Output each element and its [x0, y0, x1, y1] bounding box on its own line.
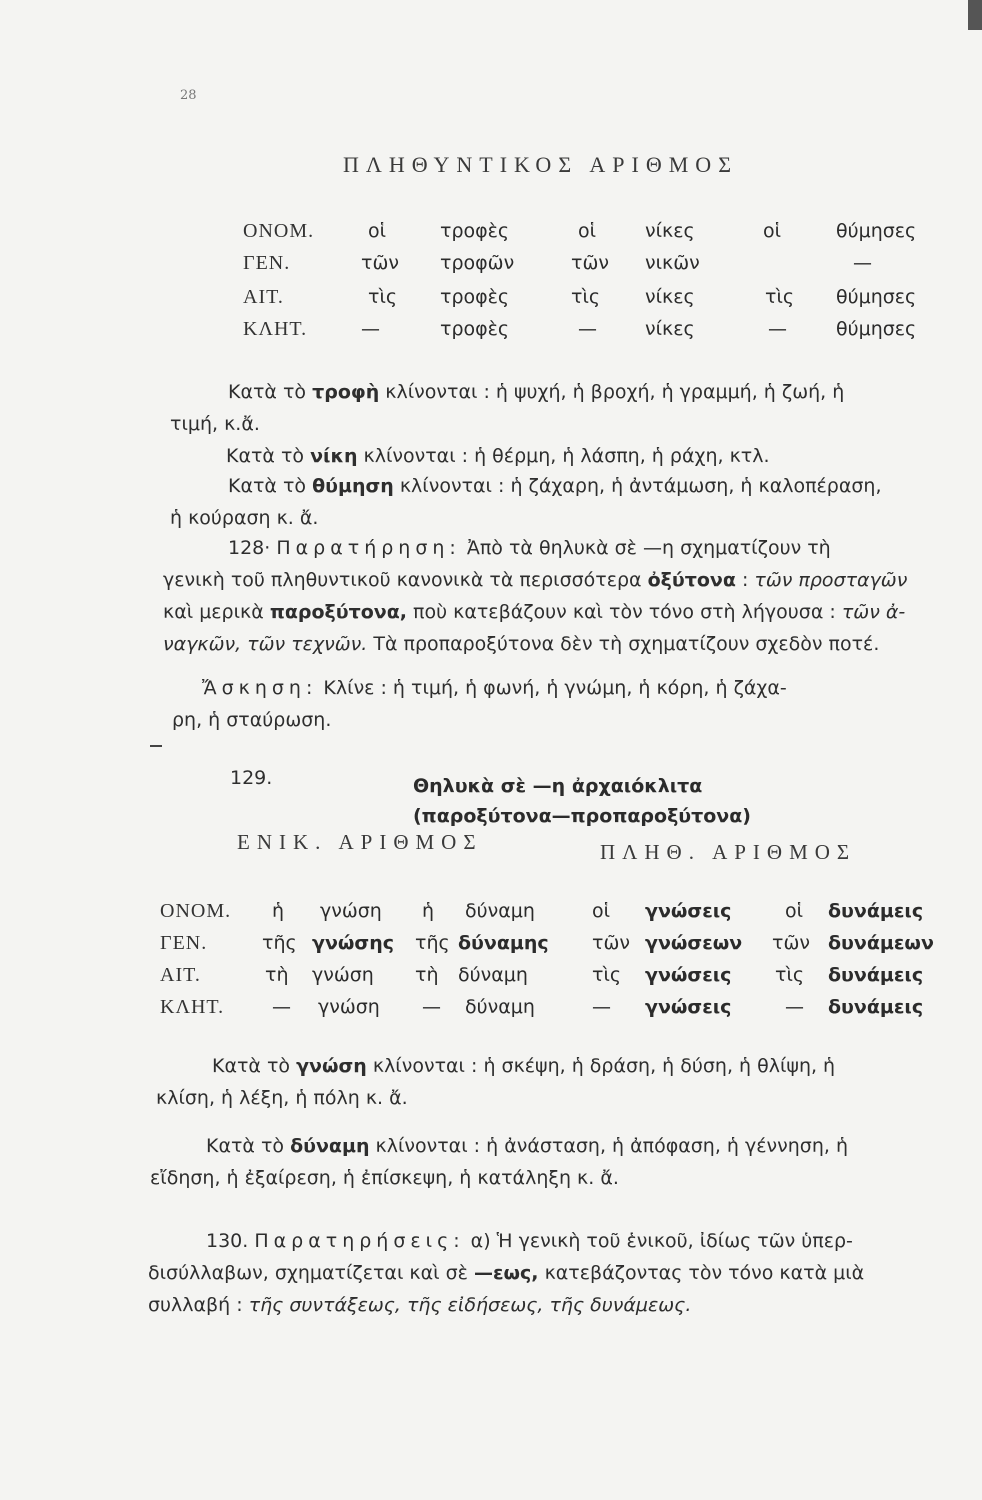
word-form: γνώση	[312, 964, 374, 986]
text: κλίνονται : ἡ θέρμη, ἡ λάσπη, ἡ ράχη, κτλ.	[357, 445, 770, 467]
paragraph-trofi	[170, 376, 844, 440]
exercise	[172, 672, 787, 736]
word-form: —	[853, 252, 872, 274]
article: τὴ	[415, 964, 439, 986]
section-number: 128·	[228, 537, 271, 559]
text-line: τιμή, κ.ἄ.	[170, 413, 260, 435]
word-form: δύναμη	[458, 964, 528, 986]
word-form: θύμησες	[836, 318, 917, 340]
italic-example: ναγκῶν, τῶν τεχνῶν.	[163, 633, 368, 655]
article: τὶς	[775, 964, 805, 986]
word-form: δυνάμεις	[828, 996, 924, 1018]
observation-130	[148, 1225, 864, 1321]
word-form: νίκες	[645, 318, 695, 340]
page-number: 28	[180, 88, 197, 103]
article: ἡ	[422, 900, 435, 922]
text-line	[163, 596, 907, 628]
text-line	[148, 1225, 864, 1257]
text: κατεβάζοντας τὸν τόνο κατὰ μιὰ	[538, 1262, 865, 1284]
case-label: ΟΝΟΜ.	[243, 220, 315, 242]
word-form: δύναμη	[465, 900, 535, 922]
text: :	[735, 569, 755, 591]
word-form: θύμησες	[836, 220, 917, 242]
margin-dash	[150, 745, 162, 747]
article: —	[768, 318, 787, 340]
case-label: ΓΕΝ.	[160, 932, 208, 954]
section-label: Παρατήρηση:	[276, 537, 461, 559]
bold-keyword: παροξύτονα,	[269, 601, 407, 623]
text: γενικὴ τοῦ πληθυντικοῦ κανονικὰ τὰ περισσότερα	[163, 569, 648, 591]
declension-table-1	[243, 220, 933, 350]
observation-128	[163, 532, 907, 660]
case-label: ΟΝΟΜ.	[160, 900, 232, 922]
italic-example: τῆς συντάξεως, τῆς εἰδήσεως, τῆς δυνάμεως.	[248, 1294, 692, 1316]
bold-keyword: θύμηση	[312, 475, 394, 497]
plural-heading: ΠΛΗΘΥΝΤΙΚΟΣ ΑΡΙΘΜΟΣ	[343, 152, 739, 177]
text: Κλίνε : ἡ τιμή, ἡ φωνή, ἡ γνώμη, ἡ κόρη, ἡ ζάχα-	[317, 677, 787, 699]
article: τὴ	[265, 964, 289, 986]
text-line: εἴδηση, ἡ ἐξαίρεση, ἡ ἐπίσκεψη, ἡ κατάληξη κ. ἄ.	[150, 1167, 619, 1189]
word-form: δύναμης	[458, 932, 549, 954]
bold-keyword: τροφὴ	[312, 381, 380, 403]
text-line	[170, 376, 844, 408]
text: συλλαβή :	[148, 1294, 249, 1316]
text: κλίνονται : ἡ ἀνάσταση, ἡ ἀπόφαση, ἡ γέννηση, ἡ	[369, 1135, 848, 1157]
case-label: ΚΛΗΤ.	[160, 996, 225, 1018]
article: τῶν	[772, 932, 810, 954]
case-label: ΓΕΝ.	[243, 252, 291, 274]
bold-keyword: γνώση	[296, 1055, 367, 1077]
word-form: γνώσεις	[645, 964, 732, 986]
article: οἱ	[785, 900, 804, 922]
bold-keyword: νίκη	[310, 445, 358, 467]
text-line	[163, 564, 907, 596]
text: Κατὰ τὸ	[226, 445, 311, 467]
article: οἱ	[592, 900, 611, 922]
article: τῆς	[415, 932, 450, 954]
article: οἱ	[368, 220, 387, 242]
article: τῶν	[361, 252, 399, 274]
case-label: ΑΙΤ.	[160, 964, 201, 986]
paragraph-niki	[226, 440, 770, 472]
text: κλίνονται : ἡ ψυχή, ἡ βροχή, ἡ γραμμή, ἡ ζωή, ἡ	[379, 381, 845, 403]
section-number: 130.	[206, 1230, 249, 1252]
text: κλίνονται : ἡ ζάχαρη, ἡ ἀντάμωση, ἡ καλοπέραση,	[393, 475, 882, 497]
text: δισύλλαβων, σχηματίζεται καὶ σὲ	[148, 1262, 474, 1284]
section-129-number: 129.	[230, 767, 273, 789]
section-label: Παρατηρήσεις:	[254, 1230, 465, 1252]
text-line	[170, 470, 882, 502]
word-form: γνώσεων	[645, 932, 743, 954]
text: ποὺ κατεβάζουν καὶ τὸν τόνο στὴ λήγουσα :	[407, 601, 842, 623]
article: τῶν	[592, 932, 630, 954]
bold-keyword: δύναμη	[290, 1135, 370, 1157]
text: Κατὰ τὸ	[228, 381, 313, 403]
paragraph-dynami	[150, 1130, 848, 1194]
text-line: κλίση, ἡ λέξη, ἡ πόλη κ. ἄ.	[156, 1087, 408, 1109]
text-line	[163, 532, 907, 564]
article: τῆς	[262, 932, 297, 954]
word-form: νίκες	[645, 286, 695, 308]
word-form: θύμησες	[836, 286, 917, 308]
text-line	[148, 1289, 864, 1321]
article: τὶς	[571, 286, 601, 308]
text: Ἀπὸ τὰ θηλυκὰ σὲ —η σχηματίζουν τὴ	[460, 537, 831, 559]
singular-heading: ΕΝΙΚ. ΑΡΙΘΜΟΣ	[237, 830, 483, 854]
word-form: γνώση	[320, 900, 382, 922]
word-form: δυνάμεις	[828, 964, 924, 986]
text-line: ρη, ἡ σταύρωση.	[172, 709, 332, 731]
article: τὶς	[765, 286, 795, 308]
text-line	[163, 628, 907, 660]
exercise-label: Ἄσκηση:	[202, 677, 318, 699]
word-form: νικῶν	[645, 252, 700, 274]
text: α) Ἡ γενικὴ τοῦ ἑνικοῦ, ἰδίως τῶν ὑπερ-	[464, 1230, 853, 1252]
article: τὶς	[368, 286, 398, 308]
word-form: τροφὲς	[440, 286, 510, 308]
text: καὶ μερικὰ	[163, 601, 270, 623]
article: οἱ	[578, 220, 597, 242]
word-form: τροφῶν	[440, 252, 515, 274]
text-line	[226, 440, 770, 472]
article: —	[422, 996, 441, 1018]
paragraph-gnosi	[156, 1050, 835, 1114]
case-label: ΑΙΤ.	[243, 286, 284, 308]
article: —	[272, 996, 291, 1018]
article: —	[578, 318, 597, 340]
article: —	[785, 996, 804, 1018]
text: Κατὰ τὸ	[228, 475, 313, 497]
word-form: δύναμη	[465, 996, 535, 1018]
italic-example: τῶν προσταγῶν	[754, 569, 908, 591]
text-line	[172, 672, 787, 704]
article: τῶν	[571, 252, 609, 274]
word-form: γνώσεις	[645, 996, 732, 1018]
article: οἱ	[763, 220, 782, 242]
article: τὶς	[592, 964, 622, 986]
plural-heading-2: ΠΛΗΘ. ΑΡΙΘΜΟΣ	[600, 840, 857, 864]
page-edge-mark	[968, 0, 982, 30]
word-form: δυνάμεις	[828, 900, 924, 922]
text-line	[156, 1050, 835, 1082]
text: κλίνονται : ἡ σκέψη, ἡ δράση, ἡ δύση, ἡ θλίψη, ἡ	[366, 1055, 836, 1077]
word-form: γνώσης	[312, 932, 394, 954]
bold-keyword: —εως,	[473, 1262, 539, 1284]
declension-table-2	[160, 900, 940, 1030]
article: —	[592, 996, 611, 1018]
text-line: ἡ κούραση κ. ἄ.	[170, 507, 319, 529]
text: Τὰ προπαροξύτονα δὲν τὴ σχηματίζουν σχεδὸν ποτέ.	[367, 633, 880, 655]
text-line	[148, 1257, 864, 1289]
word-form: τροφὲς	[440, 220, 510, 242]
section-129-title-line2: (παροξύτονα—προπαροξύτονα)	[413, 805, 751, 827]
text: Κατὰ τὸ	[206, 1135, 291, 1157]
text: Κατὰ τὸ	[212, 1055, 297, 1077]
paragraph-thymisi	[170, 470, 882, 534]
italic-example: τῶν ἀ-	[841, 601, 906, 623]
word-form: γνώση	[318, 996, 380, 1018]
word-form: γνώσεις	[645, 900, 732, 922]
word-form: τροφὲς	[440, 318, 510, 340]
article: —	[361, 318, 380, 340]
section-129-title-line1: Θηλυκὰ σὲ —η ἀρχαιόκλιτα	[413, 775, 703, 797]
word-form: δυνάμεων	[828, 932, 934, 954]
article: ἡ	[272, 900, 285, 922]
case-label: ΚΛΗΤ.	[243, 318, 308, 340]
word-form: νίκες	[645, 220, 695, 242]
text-line	[150, 1130, 848, 1162]
bold-keyword: ὀξύτονα	[647, 569, 736, 591]
